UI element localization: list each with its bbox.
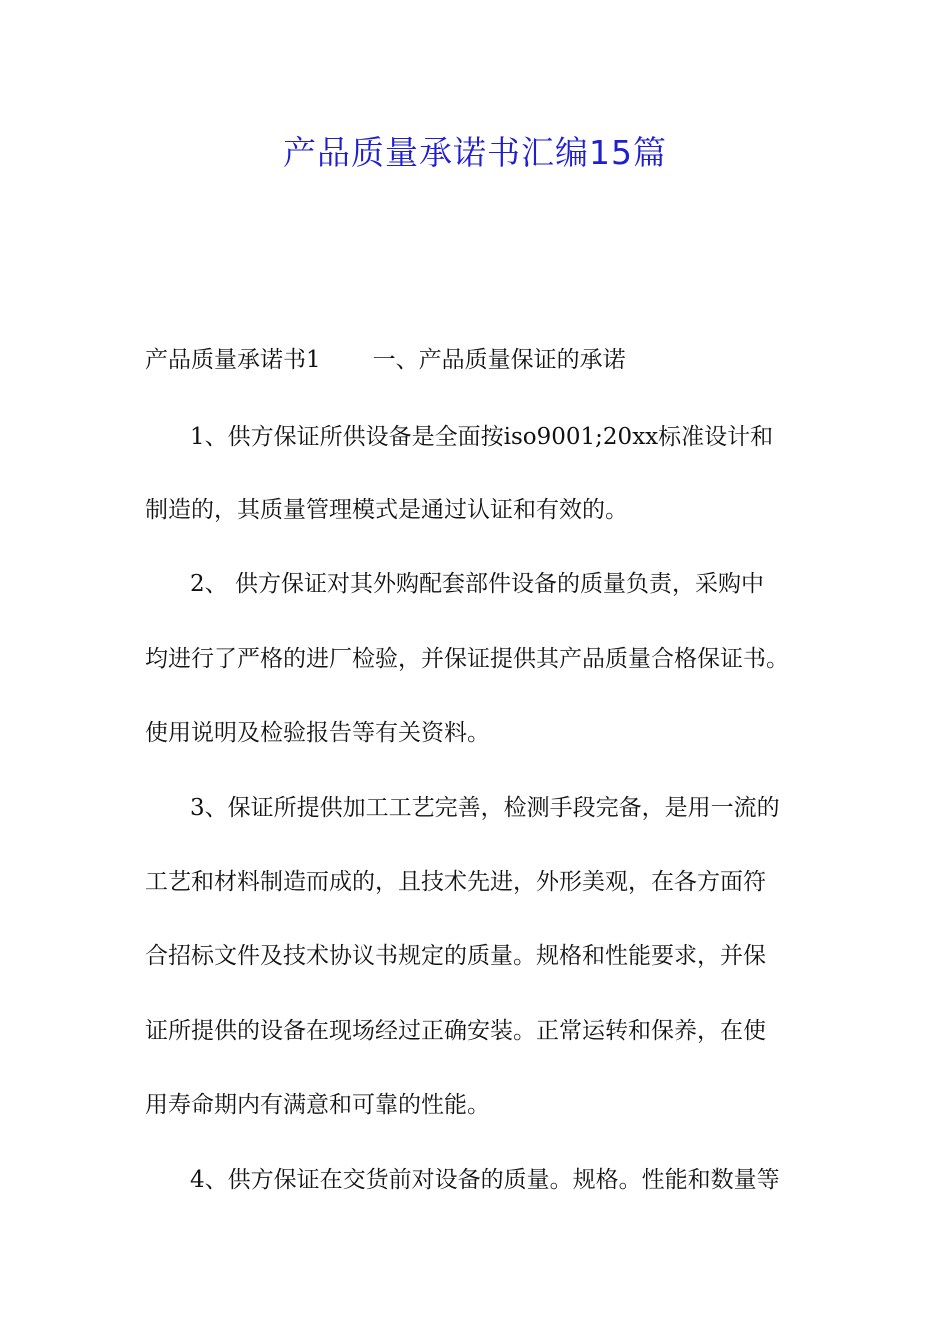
paragraph-line-6: 3、保证所提供加工工艺完善，检测手段完备，是用一流的 xyxy=(190,795,780,821)
section-subheading: 一、产品质量保证的承诺 xyxy=(372,347,626,373)
paragraph-line-5: 使用说明及检验报告等有关资料。 xyxy=(145,720,490,746)
paragraph-line-1: 1、供方保证所供设备是全面按iso9001;20xx标准设计和 xyxy=(190,424,774,450)
paragraph-line-9: 证所提供的设备在现场经过正确安装。正常运转和保养，在使 xyxy=(145,1018,766,1044)
paragraph-line-4: 均进行了严格的进厂检验，并保证提供其产品质量合格保证书。 xyxy=(145,646,789,672)
paragraph-line-8: 合招标文件及技术协议书规定的质量。规格和性能要求，并保 xyxy=(145,943,766,969)
section-heading: 产品质量承诺书1 xyxy=(145,347,321,373)
document-title: 产品质量承诺书汇编15篇 xyxy=(283,133,667,172)
first-line xyxy=(145,345,825,375)
paragraph-line-10: 用寿命期内有满意和可靠的性能。 xyxy=(145,1092,490,1118)
paragraph-line-3: 2、 供方保证对其外购配套部件设备的质量负责，采购中 xyxy=(190,571,764,597)
paragraph-line-11: 4、供方保证在交货前对设备的质量。规格。性能和数量等 xyxy=(190,1167,780,1193)
paragraph-line-2: 制造的，其质量管理模式是通过认证和有效的。 xyxy=(145,497,628,523)
paragraph-line-7: 工艺和材料制造而成的，且技术先进，外形美观，在各方面符 xyxy=(145,869,766,895)
